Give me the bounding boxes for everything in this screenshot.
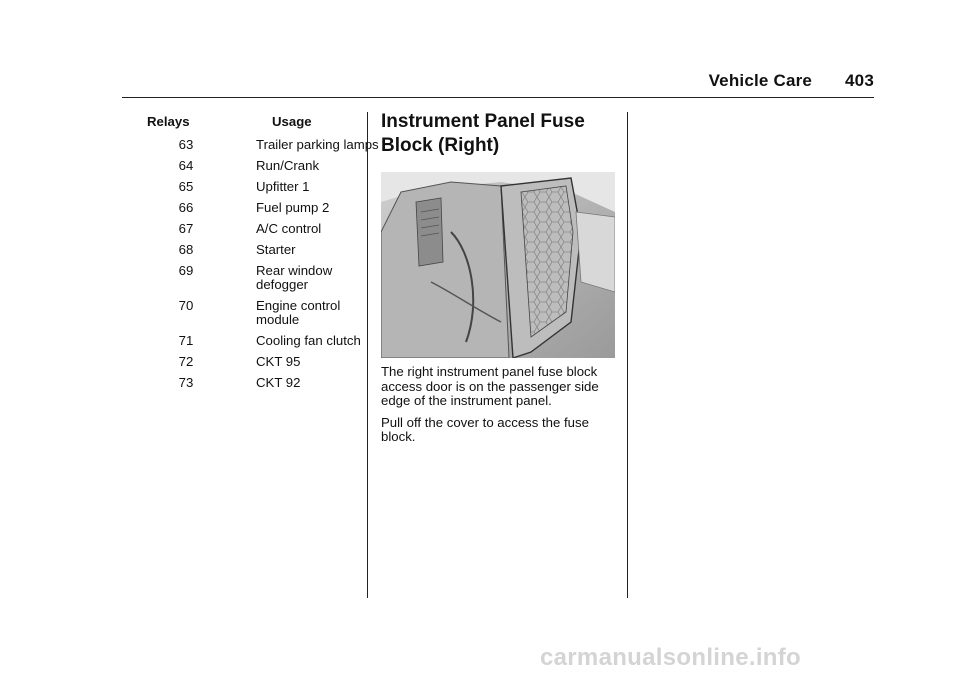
relay-number: 73 <box>178 375 194 390</box>
relay-number: 72 <box>178 354 194 369</box>
relay-row <box>140 222 386 243</box>
relay-usage: Fuel pump 2 <box>256 200 330 215</box>
relay-row <box>140 201 386 222</box>
column-divider-right <box>627 112 628 598</box>
relay-usage: Cooling fan clutch <box>256 333 361 348</box>
relay-row <box>140 159 386 180</box>
relay-number: 69 <box>178 263 194 278</box>
relay-usage: Rear window defogger <box>256 263 333 292</box>
body-paragraph: The right instrument panel fuse block access door is on the passenger side edge of the instrument panel. <box>381 364 599 408</box>
page-header <box>709 71 874 91</box>
relay-usage: CKT 95 <box>256 354 301 369</box>
relay-usage: CKT 92 <box>256 375 301 390</box>
relay-usage: A/C control <box>256 221 322 236</box>
relay-number: 66 <box>178 200 194 215</box>
relay-usage: Trailer parking lamps <box>256 137 379 152</box>
relay-row <box>140 264 386 299</box>
relay-row <box>140 180 386 201</box>
relay-usage: Upfitter 1 <box>256 179 310 194</box>
relay-number: 68 <box>178 242 194 257</box>
relay-table-body <box>140 138 386 397</box>
section-body <box>381 365 617 452</box>
relay-number: 70 <box>178 298 194 313</box>
body-paragraph: Pull off the cover to access the fuse block. <box>381 414 589 444</box>
relay-usage: Run/Crank <box>256 158 320 173</box>
relays-column-header: Relays <box>147 114 190 129</box>
watermark: carmanualsonline.info <box>540 644 802 671</box>
section-title: Vehicle Care <box>708 71 813 90</box>
relay-usage: Engine control module <box>256 298 341 327</box>
relay-table-header <box>140 114 386 138</box>
relay-row <box>140 376 386 397</box>
section-heading: Instrument Panel Fuse Block (Right) <box>381 111 585 156</box>
relay-number: 71 <box>178 333 194 348</box>
relay-row <box>140 138 386 159</box>
relay-row <box>140 355 386 376</box>
relay-number: 65 <box>178 179 194 194</box>
fuse-block-photo <box>381 172 615 358</box>
relay-usage: Starter <box>256 242 296 257</box>
relay-number: 63 <box>178 137 194 152</box>
relay-number: 67 <box>178 221 194 236</box>
header-rule <box>122 97 874 98</box>
relay-table <box>140 114 386 397</box>
relay-row <box>140 334 386 355</box>
relay-number: 64 <box>178 158 194 173</box>
relay-row <box>140 299 386 334</box>
relay-row <box>140 243 386 264</box>
page-number: 403 <box>845 71 874 90</box>
usage-column-header: Usage <box>272 114 312 129</box>
